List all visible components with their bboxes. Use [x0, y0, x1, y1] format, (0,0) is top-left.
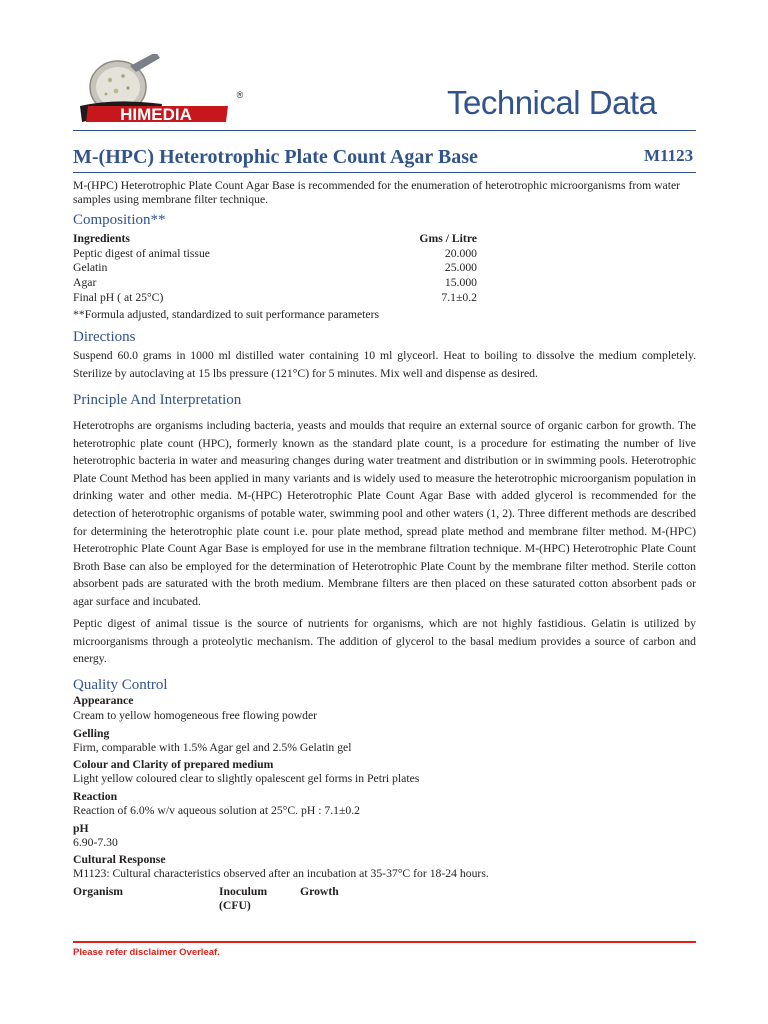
qc-label: Gelling [73, 727, 110, 740]
principle-paragraph: Peptic digest of animal tissue is the source of nutrients for organisms, which are not highly fastidious. Gelatin is utilized by microorganisms through a proteolytic mechanism. The addition of glycerol to the basal medium provides a source of carbon and energy. [73, 617, 696, 666]
footer-divider [73, 941, 696, 943]
composition-heading: Composition** [73, 212, 166, 228]
composition-row [73, 261, 477, 276]
qc-label: pH [73, 822, 89, 835]
qc-label: Colour and Clarity of prepared medium [73, 758, 274, 771]
qc-value: Light yellow coloured clear to slightly opalescent gel forms in Petri plates [73, 772, 420, 785]
header-divider [73, 130, 696, 131]
ingredient-name: Final pH ( at 25°C) [73, 291, 164, 304]
organism-column-header: Organism [73, 885, 123, 898]
disclaimer-text: Please refer disclaimer Overleaf. [73, 947, 220, 958]
directions-text: Suspend 60.0 grams in 1000 ml distilled water containing 10 ml glyceorl. Heat to boiling to dissolve the medium completely. Sterilize by autoclaving at 15 lbs pressure (121°C) for 5 minutes. Mix well and dispense as desired. [73, 349, 696, 380]
qc-label: Reaction [73, 790, 118, 803]
composition-footnote: **Formula adjusted, standardized to suit performance parameters [73, 308, 380, 321]
composition-row [73, 291, 477, 306]
qc-value: 6.90-7.30 [73, 836, 118, 849]
inoculum-unit: (CFU) [219, 899, 251, 912]
qc-label: Appearance [73, 694, 134, 707]
principle-heading: Principle And Interpretation [73, 392, 242, 408]
document-title: M-(HPC) Heterotrophic Plate Count Agar Base [73, 146, 478, 168]
product-code: M1123 [644, 146, 694, 165]
directions-heading: Directions [73, 329, 136, 345]
qc-value: Firm, comparable with 1.5% Agar gel and 2.5% Gelatin gel [73, 741, 352, 754]
qc-value: M1123: Cultural characteristics observed after an incubation at 35-37°C for 18-24 hours. [73, 867, 489, 880]
intended-use-text: M-(HPC) Heterotrophic Plate Count Agar Base is recommended for the enumeration of heterotrophic microorganisms from water samples using membrane filter technique. [73, 179, 681, 207]
composition-row [73, 276, 477, 291]
quality-control-heading: Quality Control [73, 677, 168, 693]
ingredient-amount: 25.000 [444, 261, 477, 274]
ingredient-name: Peptic digest of animal tissue [73, 247, 210, 260]
inoculum-column-header: Inoculum [219, 885, 268, 898]
ingredients-column-header: Ingredients [73, 232, 130, 245]
ingredient-amount: 7.1±0.2 [441, 291, 477, 304]
amount-column-header: Gms / Litre [419, 232, 477, 245]
qc-value: Reaction of 6.0% w/v aqueous solution at 25°C. pH : 7.1±0.2 [73, 804, 361, 817]
logo-wordmark: HIMEDIA [120, 105, 192, 124]
ingredient-amount: 15.000 [444, 276, 477, 289]
ingredient-name: Agar [73, 276, 97, 289]
title-divider [73, 172, 696, 173]
ingredient-name: Gelatin [73, 261, 108, 274]
himedia-logo [76, 54, 256, 126]
registered-mark: ® [236, 90, 244, 100]
composition-header-row [73, 232, 477, 247]
composition-row [73, 247, 477, 262]
ingredient-amount: 20.000 [444, 247, 477, 260]
section-title: Technical Data [447, 84, 657, 121]
principle-paragraph: Heterotrophs are organisms including bacteria, yeasts and moulds that require an external source of organic carbon for growth. The heterotrophic plate count (HPC), formerly known as the standard plate count, is a procedure for estimating the number of live heterotrophic bacteria in water and measuring changes during water treatment and distribution or in swimming pools. Heterotrophic Plate Count Method has been applied in many variants and is widely used to measure the heterotrophic microorganism population in drinking water and other media. M-(HPC) Heterotrophic Plate Count Agar Base with added glycerol is recommended for the detection of heterotrophic organisms of potable water, swimming pool and other waters (1, 2). Three different methods are described for determining the heterotrophic plate count i.e. pour plate method, spread plate method and membrane filter method. M-(HPC) Heterotrophic Plate Count Agar Base is employed for use in the membrane filtration technique. M-(HPC) Heterotrophic Plate Count Broth Base can also be employed for the determination of Heterotrophic Plate Count by the membrane filter method. Sterile cotton absorbent pads are saturated with the broth medium. Membrane filters are then placed on these saturated cotton absorbent pads or agar surface and incubated. [73, 419, 696, 608]
qc-value: Cream to yellow homogeneous free flowing powder [73, 709, 318, 722]
qc-label: Cultural Response [73, 853, 166, 866]
growth-column-header: Growth [300, 885, 339, 898]
